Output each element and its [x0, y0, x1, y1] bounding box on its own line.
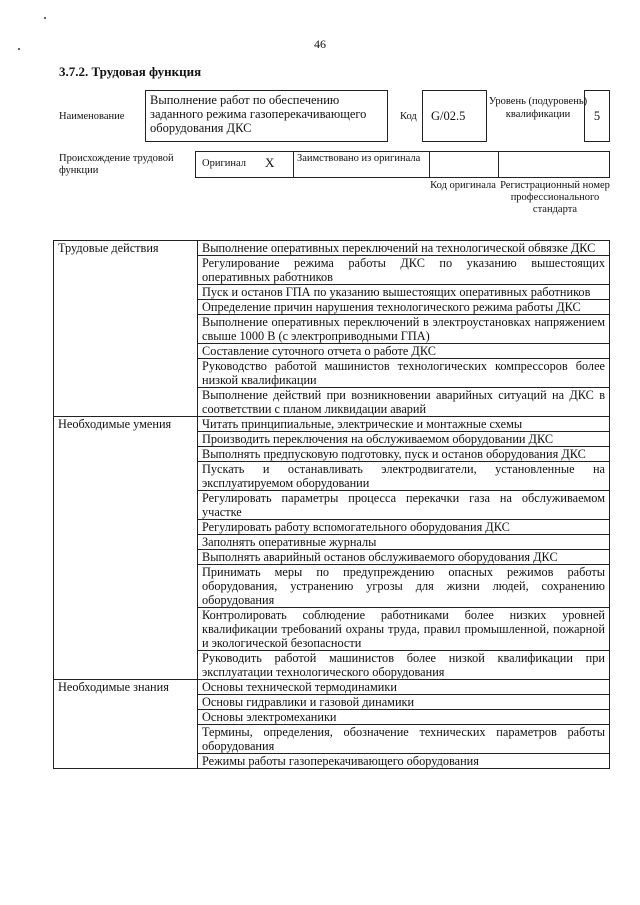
qualification-level-box: 5 — [584, 90, 610, 142]
table-row — [54, 417, 610, 432]
scan-dot — [44, 17, 46, 19]
registration-number-cell — [499, 152, 610, 177]
borrowed-label: Заимствовано из оригинала — [297, 153, 421, 164]
item-cell: Принимать меры по предупреждению опасных режимов работы оборудования, устранению угрозы для жизни людей, сохранению оборудования — [198, 565, 610, 608]
item-cell: Регулирование режима работы ДКС по указанию вышестоящих оперативных работников — [198, 256, 610, 285]
item-cell: Регулировать параметры процесса перекачки газа на обслуживаемом участке — [198, 491, 610, 520]
item-cell: Руководить работой машинистов более низкой квалификации при эксплуатации технологического оборудования — [198, 651, 610, 680]
item-cell: Основы электромеханики — [198, 710, 610, 725]
item-cell: Определение причин нарушения технологического режима работы ДКС — [198, 300, 610, 315]
borrowed-cell — [294, 152, 430, 177]
item-cell: Выполнение оперативных переключений на технологической обвязке ДКС — [198, 241, 610, 256]
item-cell: Выполнять аварийный останов обслуживаемого оборудования ДКС — [198, 550, 610, 565]
category-cell: Трудовые действия — [54, 241, 198, 417]
table-row — [54, 680, 610, 695]
original-code-caption: Код оригинала — [430, 180, 496, 191]
item-cell: Пускать и останавливать электродвигатели, установленные на эксплуатируемом оборудовании — [198, 462, 610, 491]
item-cell: Пуск и останов ГПА по указанию вышестоящих оперативных работников — [198, 285, 610, 300]
original-cell — [196, 152, 294, 177]
item-cell: Производить переключения на обслуживаемом оборудовании ДКС — [198, 432, 610, 447]
section-title: 3.7.2. Трудовая функция — [59, 64, 202, 79]
function-name-box: Выполнение работ по обеспечению заданного режима газоперекачивающего оборудования ДКС — [145, 90, 388, 142]
qualification-level-label: Уровень (подуровень) квалификации — [488, 96, 588, 120]
origin-label: Происхождение трудовой функции — [59, 153, 174, 176]
function-code-box: G/02.5 — [422, 90, 487, 142]
item-cell: Термины, определения, обозначение технических параметров работы оборудования — [198, 725, 610, 754]
origin-row — [195, 151, 610, 178]
name-label: Наименование — [59, 111, 125, 122]
item-cell: Основы технической термодинамики — [198, 680, 610, 695]
item-cell: Выполнение действий при возникновении аварийных ситуаций на ДКС в соответствии с планом ликвидации аварий — [198, 388, 610, 417]
category-cell: Необходимые знания — [54, 680, 198, 769]
item-cell: Регулировать работу вспомогательного оборудования ДКС — [198, 520, 610, 535]
registration-number-caption: Регистрационный номер профессионального стандарта — [500, 180, 610, 215]
item-cell: Составление суточного отчета о работе ДКС — [198, 344, 610, 359]
original-mark: X — [265, 155, 275, 170]
code-label: Код — [400, 111, 417, 122]
item-cell: Читать принципиальные, электрические и монтажные схемы — [198, 417, 610, 432]
original-code-cell — [430, 152, 499, 177]
category-cell: Необходимые умения — [54, 417, 198, 680]
item-cell: Руководство работой машинистов технологических компрессоров более низкой квалификации — [198, 359, 610, 388]
page-number: 46 — [314, 37, 326, 51]
item-cell: Режимы работы газоперекачивающего оборудования — [198, 754, 610, 769]
item-cell: Заполнять оперативные журналы — [198, 535, 610, 550]
item-cell: Выполнение оперативных переключений в электроустановках напряжением свыше 1000 В (с электроприводными ГПА) — [198, 315, 610, 344]
item-cell: Основы гидравлики и газовой динамики — [198, 695, 610, 710]
labor-function-table — [53, 240, 610, 769]
item-cell: Контролировать соблюдение работниками более низких уровней квалификации требований охраны труда, правил промышленной, пожарной и экологической безопасности — [198, 608, 610, 651]
original-label: Оригинал — [202, 158, 246, 169]
table-row — [54, 241, 610, 256]
item-cell: Выполнять предпусковую подготовку, пуск и останов оборудования ДКС — [198, 447, 610, 462]
